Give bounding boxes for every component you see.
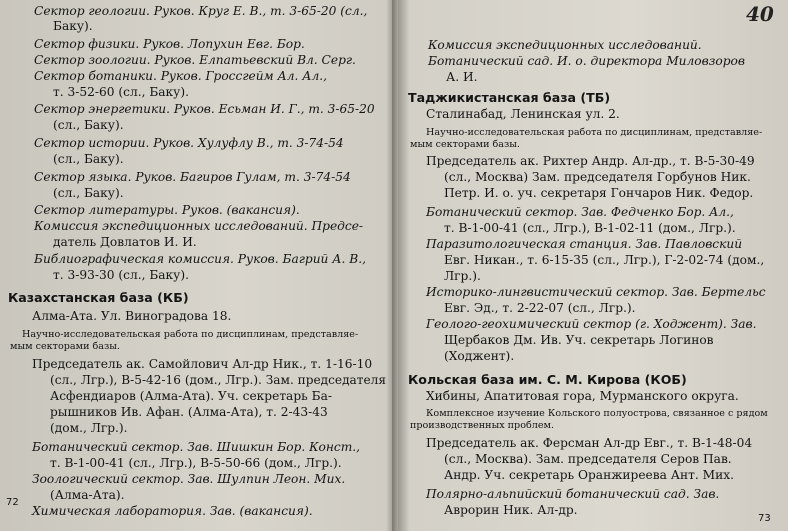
left-line-29: Зоологический сектор. Зав. Шулпин Леон. Мих. <box>32 472 346 486</box>
left-line-19: Алма-Ата. Ул. Виноградова 18. <box>32 309 232 323</box>
right-line-1: Комиссия экспедиционных исследований. <box>428 38 702 52</box>
right-line-24: производственных проблем. <box>410 420 555 431</box>
left-line-7: Сектор энергетики. Руков. Есьман И. Г., т. 3-65-20 <box>34 102 375 116</box>
right-line-14: Евг. Никан., т. 6-15-35 (сл., Лгр.), Г-2-02-74 (дом., <box>444 253 765 267</box>
left-line-14: Комиссия экспедиционных исследований. Предсе- <box>34 219 364 233</box>
left-line-30: (Алма-Ата). <box>50 488 125 502</box>
tajikistan-base-heading: Таджикистанская база (ТБ) <box>408 90 611 105</box>
right-line-5: Сталинабад, Ленинская ул. 2. <box>426 107 620 121</box>
left-line-25: рышников Ив. Афан. (Алма-Ата), т. 2-43-43 <box>50 405 328 419</box>
left-line-3: Сектор физики. Руков. Лопухин Евг. Бор. <box>34 37 305 51</box>
left-line-5: Сектор ботаники. Руков. Гроссгейм Ал. Ал., <box>34 69 327 83</box>
left-line-15: датель Довлатов И. И. <box>53 235 197 249</box>
left-page <box>0 0 392 531</box>
right-line-17: Евг. Эд., т. 2-22-07 (сл., Лгр.). <box>444 301 636 315</box>
right-line-7: мым секторами базы. <box>410 139 520 150</box>
left-line-24: Асфендиаров (Алма-Ата). Уч. секретарь Ба- <box>50 389 332 403</box>
right-page <box>398 0 788 531</box>
left-line-9: Сектор истории. Руков. Хулуфлу В., т. 3-74-54 <box>34 136 344 150</box>
left-line-10: (сл., Баку). <box>53 152 124 166</box>
right-line-12: т. В-1-00-41 (сл., Лгр.), В-1-02-11 (дом., Лгр.). <box>444 221 736 235</box>
right-line-13: Паразитологическая станция. Зав. Павловский <box>426 237 743 251</box>
left-line-17: т. 3-93-30 (сл., Баку). <box>53 268 189 282</box>
left-line-4: Сектор зоологии. Руков. Елпатьевский Вл. Серг. <box>34 53 356 67</box>
right-line-20: (Ходжент). <box>444 349 515 363</box>
left-line-27: Ботанический сектор. Зав. Шишкин Бор. Конст., <box>32 440 361 454</box>
right-line-3: А. И. <box>446 70 478 84</box>
right-line-25: Председатель ак. Ферсман Ал-др Евг., т. В-1-48-04 <box>426 436 753 450</box>
left-line-16: Библиографическая комиссия. Руков. Багрий А. В., <box>34 252 366 266</box>
right-line-11: Ботанический сектор. Зав. Федченко Бор. Ал., <box>426 205 734 219</box>
kazakhstan-base-heading: Казахстанская база (КБ) <box>8 290 189 305</box>
left-line-28: т. В-1-00-41 (сл., Лгр.), В-5-50-66 (дом., Лгр.). <box>50 456 342 470</box>
right-line-23: Комплексное изучение Кольского полуострова, связанное с рядом <box>426 408 768 419</box>
handwritten-page-mark: 40 <box>746 2 774 26</box>
left-line-1: Сектор геологии. Руков. Круг Е. В., т. 3-65-20 (сл., <box>34 4 368 18</box>
left-line-11: Сектор языка. Руков. Багиров Гулам, т. 3-74-54 <box>34 170 351 184</box>
kola-base-heading: Кольская база им. С. М. Кирова (КОБ) <box>408 372 687 387</box>
right-line-27: Андр. Уч. секретарь Оранжиреева Ант. Мих. <box>444 468 734 482</box>
right-line-10: Петр. И. о. уч. секретаря Гончаров Ник. Федор. <box>444 186 754 200</box>
right-line-9: (сл., Москва) Зам. председателя Горбунов Ник. <box>444 170 751 184</box>
left-line-2: Баку). <box>53 19 93 33</box>
right-page-number: 73 <box>758 513 771 524</box>
left-line-6: т. 3-52-60 (сл., Баку). <box>53 85 189 99</box>
right-line-28: Полярно-альпийский ботанический сад. Зав. <box>426 487 720 501</box>
left-line-23: (сл., Лгр.), В-5-42-16 (дом., Лгр.). Зам. председателя <box>50 373 386 387</box>
right-line-22: Хибины, Апатитовая гора, Мурманского округа. <box>426 389 739 403</box>
left-line-31: Химическая лаборатория. Зав. (вакансия). <box>32 504 313 518</box>
left-page-number: 72 <box>6 497 19 508</box>
right-line-26: (сл., Москва). Зам. председателя Серов Пав. <box>444 452 732 466</box>
right-line-29: Аврорин Ник. Ал-др. <box>444 503 578 517</box>
left-line-21: мым секторами базы. <box>10 341 120 352</box>
left-line-12: (сл., Баку). <box>53 186 124 200</box>
right-line-19: Щербаков Дм. Ив. Уч. секретарь Логинов <box>444 333 714 347</box>
right-line-15: Лгр.). <box>444 269 481 283</box>
left-line-8: (сл., Баку). <box>53 118 124 132</box>
left-line-20: Научно-исследовательская работа по дисциплинам, представляе- <box>22 329 359 340</box>
right-line-2: Ботанический сад. И. о. директора Миловзоров <box>428 54 745 68</box>
right-line-6: Научно-исследовательская работа по дисциплинам, представляе- <box>426 127 763 138</box>
left-line-26: (дом., Лгр.). <box>50 421 128 435</box>
left-line-13: Сектор литературы. Руков. (вакансия). <box>34 203 300 217</box>
right-line-18: Геолого-геохимический сектор (г. Ходжент). Зав. <box>426 317 757 331</box>
right-line-8: Председатель ак. Рихтер Андр. Ал-др., т. В-5-30-49 <box>426 154 755 168</box>
right-line-16: Историко-лингвистический сектор. Зав. Бертельс <box>426 285 766 299</box>
left-line-22: Председатель ак. Самойлович Ал-др Ник., т. 1-16-10 <box>32 357 373 371</box>
